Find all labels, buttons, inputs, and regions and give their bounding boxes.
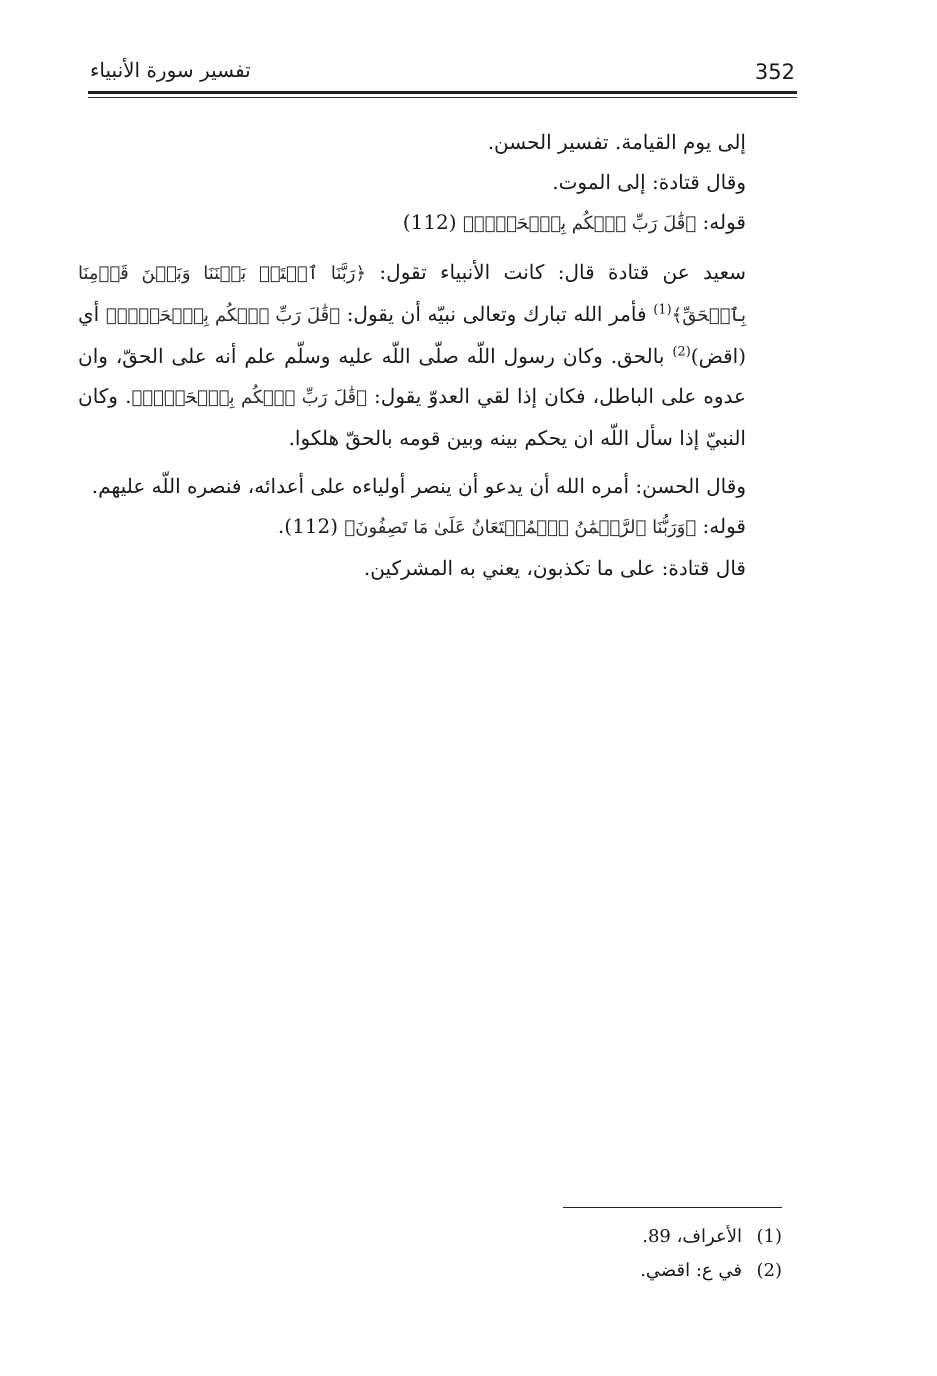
quran-verse: ﴿قَٰلَ رَبِّ ٱحۡكُم بِٱلۡحَقِّۗ﴾	[105, 305, 341, 326]
paragraph-6	[78, 506, 746, 548]
paragraph-7: قال قتادة: على ما تكذبون، يعني به المشركين.	[363, 556, 746, 580]
verse-number: (112).	[277, 514, 345, 538]
text-fragment: . وكان النبيّ إذا سأل اللّه ان يحكم بينه وبين قومه بالحقّ هلكوا.	[78, 384, 746, 450]
footnote-reference[interactable]: (2)	[672, 344, 691, 360]
text-fragment: فأمر الله تبارك وتعالى نبيّه أن يقول:	[340, 302, 654, 326]
footnote-number: (1)	[756, 1226, 782, 1247]
paragraph-5: وقال الحسن: أمره الله أن يدعو أن ينصر أولياءه على أعدائه، فنصره اللّه عليهم.	[91, 474, 746, 498]
page-header	[90, 52, 795, 92]
quran-verse: ﴿قَٰلَ رَبِّ ٱحۡكُم بِٱلۡحَقِّۗ﴾	[131, 387, 367, 408]
header-rule-thin	[88, 97, 797, 98]
paragraph-2: وقال قتادة: إلى الموت.	[552, 170, 746, 194]
footnote-number: (2)	[756, 1260, 782, 1281]
footnotes	[400, 1220, 782, 1288]
paragraph-4	[78, 252, 746, 458]
footnote-item	[400, 1220, 782, 1254]
text-fragment: قوله:	[696, 210, 746, 234]
verse-number: (112)	[402, 210, 463, 234]
paragraph-3	[78, 202, 746, 244]
footnote-text: في ع: اقضي.	[640, 1260, 742, 1281]
quran-verse: ﴿رَبَّنَا ٱفۡتَحۡ بَيۡنَنَا وَبَيۡنَ قَوۡمِنَا بِٱلۡحَقِّ﴾	[78, 263, 746, 326]
text-fragment: قوله:	[696, 514, 746, 538]
quran-verse: ﴿وَرَبُّنَا ٱلرَّحۡمَٰنُ ٱلۡمُسۡتَعَانُ عَلَىٰ مَا تَصِفُونَ﴾	[344, 517, 697, 538]
footnote-reference[interactable]: (1)	[653, 302, 672, 318]
footnote-item	[400, 1254, 782, 1288]
text-fragment: بالحق. وكان رسول اللّه صلّى اللّه عليه وسلّم علم أنه على الحقّ، وان عدوه على الباطل، فكان إذا لقي العدوّ يقول:	[78, 344, 746, 408]
header-rule-thick	[88, 91, 797, 94]
main-text	[78, 122, 746, 588]
footnote-separator	[563, 1207, 782, 1208]
text-fragment: أي (اقض)	[78, 302, 746, 368]
footnote-text: الأعراف، 89.	[642, 1226, 742, 1247]
running-title: تفسير سورة الأنبياء	[90, 58, 251, 82]
page-number: 352	[754, 60, 795, 84]
text-fragment: سعيد عن قتادة قال: كانت الأنبياء تقول:	[366, 260, 746, 284]
quran-verse: ﴿قَٰلَ رَبِّ ٱحۡكُم بِٱلۡحَقِّۗ﴾	[462, 213, 697, 234]
paragraph-1: إلى يوم القيامة. تفسير الحسن.	[487, 130, 746, 154]
